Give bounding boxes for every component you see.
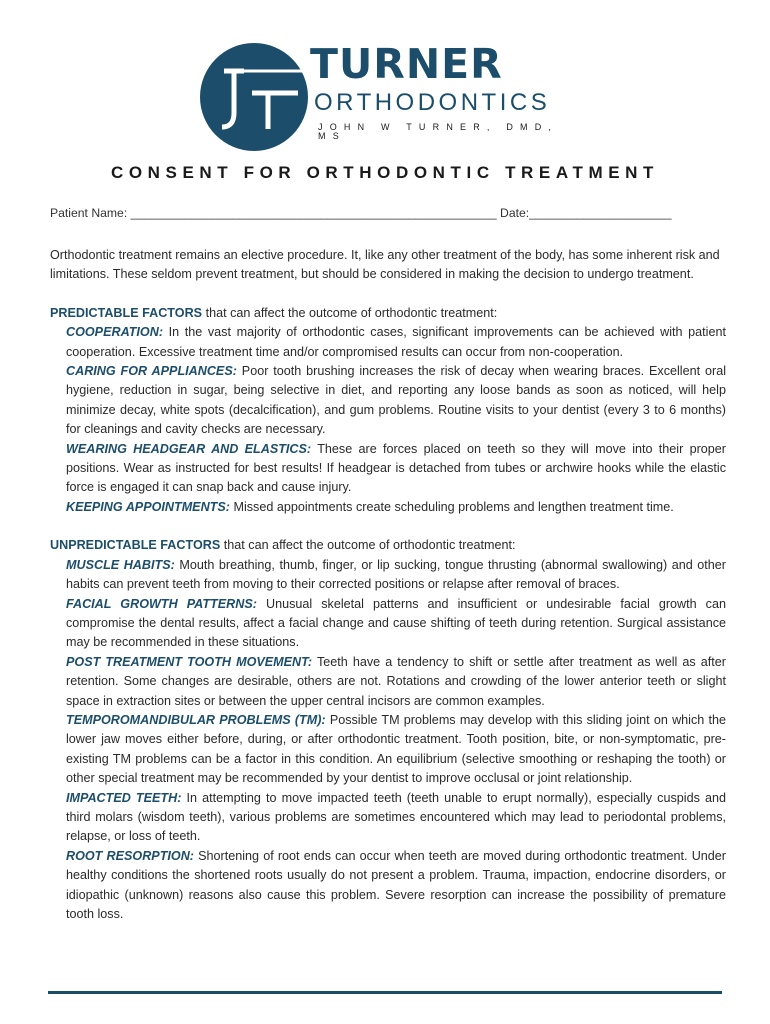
brand-subtitle: ORTHODONTICS <box>314 89 551 116</box>
item-text: Possible TM problems may develop with this sliding joint on which the lower jaw moves either before, during, or after orthodontic treatment. Tooth position, bite, or non-symptomatic, pre-existing TM problems can be a factor in this condition. An equilibrium (selective smoothing or reshaping the tooth) or other special treatment may be recommended by your dentist to improve occlusal or joint relationship. <box>66 712 726 786</box>
item-text: In the vast majority of orthodontic cases, significant improvements can be achieved with patient cooperation. Excessive treatment time and/or compromised results can occur from non-cooperation. <box>66 325 726 359</box>
predictable-item <box>50 323 726 362</box>
bottom-divider <box>48 991 722 994</box>
logo-circle <box>200 43 308 151</box>
unpredictable-item <box>50 847 726 925</box>
item-term: ROOT RESORPTION: <box>66 848 194 863</box>
item-term: FACIAL GROWTH PATTERNS: <box>66 596 257 611</box>
brand-name: TURNER <box>310 40 503 88</box>
item-text: Missed appointments create scheduling problems and lengthen treatment time. <box>229 499 674 514</box>
doctor-credentials: JOHN W TURNER, DMD, MS <box>318 122 559 141</box>
intro-paragraph: Orthodontic treatment remains an elective procedure. It, like any other treatment of the body, has some inherent risk and limitations. These seldom prevent treatment, but should be considered in making the decision to undergo treatment. <box>50 248 720 282</box>
item-term: CARING FOR APPLIANCES: <box>66 364 237 379</box>
item-text: These are forces placed on teeth so they will move into their proper positions. Wear as instructed for best results! If headgear is detached from tubes or archwire hooks while the elastic force is engaged it can snap back and cause injury. <box>66 441 727 495</box>
item-term: POST TREATMENT TOOTH MOVEMENT: <box>66 654 313 669</box>
item-text: Shortening of root ends can occur when teeth are moved during orthodontic treatment. Under healthy conditions the shortened roots usually do not present a problem. Trauma, impaction, endocrine disorders, or idiopathic (unknown) reasons also cause this problem. Severe resorption can increase the possibility of premature tooth loss. <box>66 848 727 921</box>
predictable-item <box>50 498 726 517</box>
item-term: COOPERATION: <box>66 325 164 340</box>
unpredictable-item <box>50 595 726 653</box>
section-spacer <box>50 517 726 536</box>
item-text: Unusual skeletal patterns and insufficient or undesirable facial growth can compromise the dental results, affect a facial change and cause shifting of teeth during retention. Surgical assistance may be recommended in these situations. <box>66 596 726 650</box>
unpredictable-heading-label: UNPREDICTABLE FACTORS <box>50 538 221 553</box>
item-term: KEEPING APPOINTMENTS: <box>66 499 230 514</box>
unpredictable-item <box>50 556 726 595</box>
patient-name-date-line: Patient Name: ______________________________________________________ Date:_____________________ <box>50 206 672 220</box>
item-term: MUSCLE HABITS: <box>66 557 175 572</box>
predictable-factors-heading <box>50 304 726 323</box>
jt-monogram-icon <box>200 43 308 151</box>
item-text: In attempting to move impacted teeth (teeth unable to erupt normally), especially cuspids and third molars (wisdom teeth), various problems are sometimes encountered which may lead to periodontal problems, relapse, or loss of teeth. <box>66 790 726 844</box>
document-title: CONSENT FOR ORTHODONTIC TREATMENT <box>110 163 660 182</box>
unpredictable-item <box>50 789 726 847</box>
predictable-heading-label: PREDICTABLE FACTORS <box>50 305 203 320</box>
unpredictable-item <box>50 711 726 789</box>
item-text: Teeth have a tendency to shift or settle after treatment as well as after retention. Some changes are desirable, others are not. Rotations and crowding of the lower anterior teeth or slight space in extraction sites or between the upper central incisors are common examples. <box>66 654 726 708</box>
unpredictable-heading-rest: that can affect the outcome of orthodontic treatment: <box>220 538 516 553</box>
unpredictable-factors-heading <box>50 536 726 555</box>
item-term: TEMPOROMANDIBULAR PROBLEMS (TM): <box>66 712 326 727</box>
turner-orthodontics-logo <box>200 40 560 153</box>
consent-body <box>50 246 726 924</box>
item-text: Mouth breathing, thumb, finger, or lip sucking, tongue thrusting (abnormal swallowing) and other habits can prevent teeth from moving to their corrected positions or relapse after removal of braces. <box>66 557 726 592</box>
item-term: IMPACTED TEETH: <box>66 790 182 805</box>
predictable-item <box>50 440 726 498</box>
unpredictable-item <box>50 653 726 711</box>
item-term: WEARING HEADGEAR AND ELASTICS: <box>66 441 312 456</box>
predictable-heading-rest: that can affect the outcome of orthodontic treatment: <box>202 305 498 320</box>
item-text: Poor tooth brushing increases the risk of decay when wearing braces. Excellent oral hygiene, reduction in sugar, being selective in diet, and reporting any loose bands as soon as noticed, will help minimize decay, white spots (decalcification), and gum problems. Routine visits to your dentist (every 3 to 6 months) for cleanings and cavity checks are necessary. <box>66 364 726 437</box>
predictable-item <box>50 362 726 440</box>
